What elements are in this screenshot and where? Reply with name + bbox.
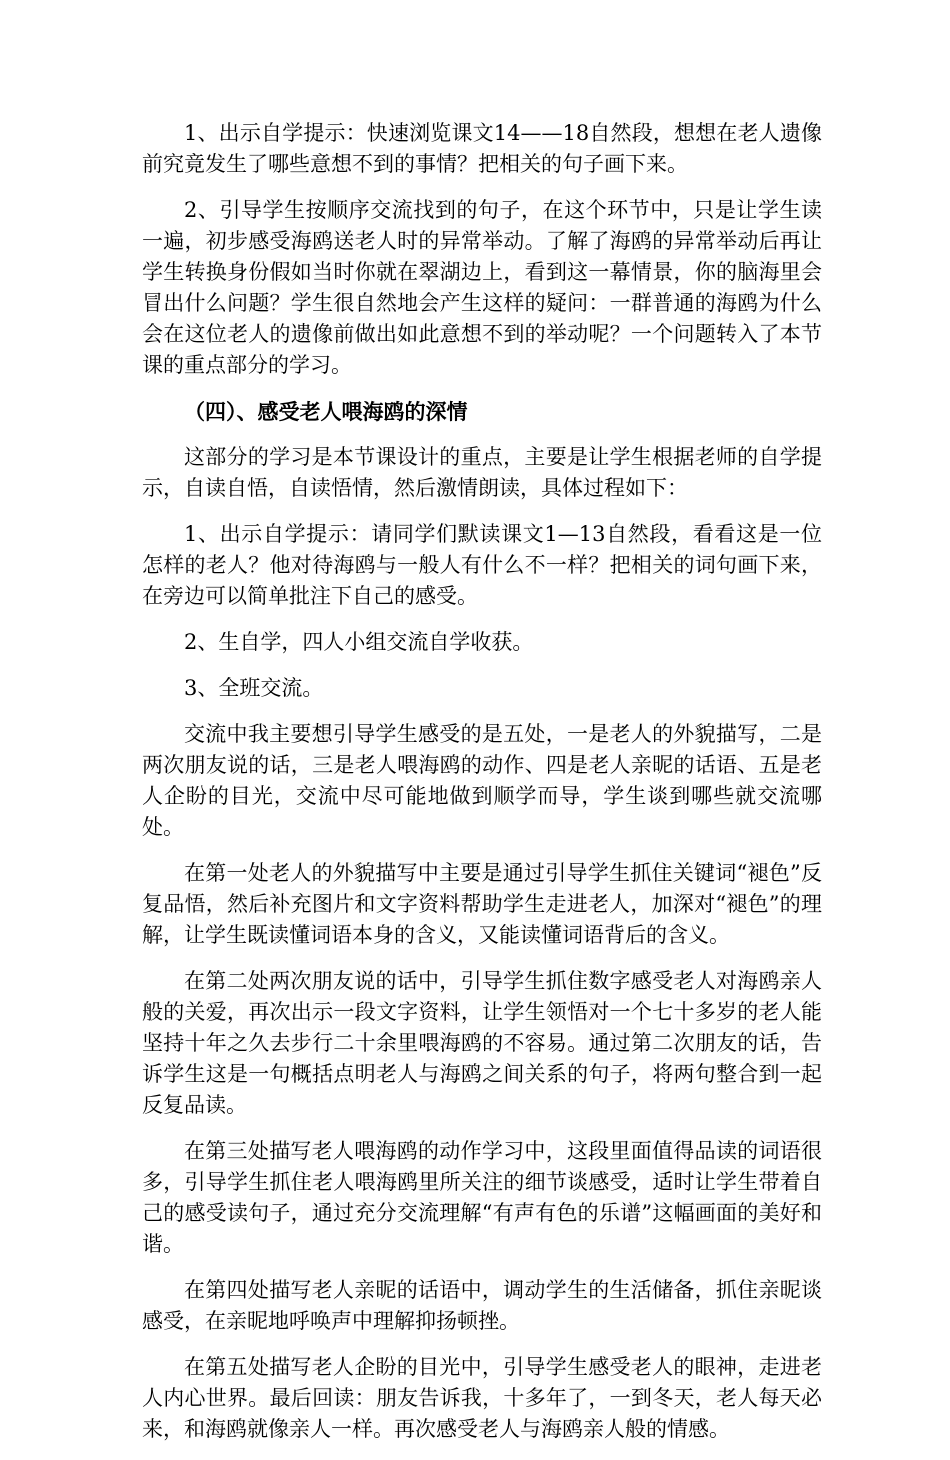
section-heading: （四）、感受老人喂海鸥的深情 (184, 399, 468, 424)
paragraph: 在第二处两次朋友说的话中，引导学生抓住数字感受老人对海鸥亲人般的关爱，再次出示一段文字资料，让学生领悟对一个七十多岁的老人能坚持十年之久去步行二十余里喂海鸥的不容易。通过第二次朋友的话，告诉学生这是一句概括点明老人与海鸥之间关系的句子，将两句整合到一起反复品读。 (142, 969, 822, 1117)
paragraph: 2、引导学生按顺序交流找到的句子，在这个环节中，只是让学生读一遍，初步感受海鸥送老人时的异常举动。了解了海鸥的异常举动后再让学生转换身份假如当时你就在翠湖边上，看到这一幕情景，你的脑海里会冒出什么问题？学生很自然地会产生这样的疑问：一群普通的海鸥为什么会在这位老人的遗像前做出如此意想不到的举动呢？一个问题转入了本节课的重点部分的学习。 (142, 198, 822, 377)
paragraph: 3、全班交流。 (184, 676, 324, 700)
paragraph: 在第五处描写老人企盼的目光中，引导学生感受老人的眼神，走进老人内心世界。最后回读：朋友告诉我，十多年了，一到冬天，老人每天必来，和海鸥就像亲人一样。再次感受老人与海鸥亲人般的情感。 (142, 1355, 822, 1441)
paragraph: 交流中我主要想引导学生感受的是五处，一是老人的外貌描写，二是两次朋友说的话，三是老人喂海鸥的动作、四是老人亲昵的话语、五是老人企盼的目光，交流中尽可能地做到顺学而导，学生谈到哪些就交流哪处。 (142, 722, 822, 839)
paragraph: 在第一处老人的外貌描写中主要是通过引导学生抓住关键词“褪色”反复品悟，然后补充图片和文字资料帮助学生走进老人，加深对“褪色”的理解，让学生既读懂词语本身的含义，又能读懂词语背后的含义。 (142, 861, 822, 947)
document-page (142, 118, 822, 1460)
paragraph: 在第三处描写老人喂海鸥的动作学习中，这段里面值得品读的词语很多，引导学生抓住老人喂海鸥里所关注的细节谈感受，适时让学生带着自己的感受读句子，通过充分交流理解“有声有色的乐谱”这幅画面的美好和谐。 (142, 1139, 822, 1256)
paragraph: 这部分的学习是本节课设计的重点，主要是让学生根据老师的自学提示，自读自悟，自读悟情，然后激情朗读，具体过程如下： (142, 445, 822, 500)
paragraph: 1、出示自学提示：快速浏览课文14——18自然段，想想在老人遗像前究竟发生了哪些意想不到的事情？把相关的句子画下来。 (142, 121, 822, 176)
paragraph: 2、生自学，四人小组交流自学收获。 (184, 630, 534, 654)
paragraph: 1、出示自学提示：请同学们默读课文1—13自然段，看看这是一位怎样的老人？他对待海鸥与一般人有什么不一样？把相关的词句画下来，在旁边可以简单批注下自己的感受。 (142, 522, 822, 608)
paragraph: 在第四处描写老人亲昵的话语中，调动学生的生活储备，抓住亲昵谈感受，在亲昵地呼唤声中理解抑扬顿挫。 (142, 1278, 822, 1333)
